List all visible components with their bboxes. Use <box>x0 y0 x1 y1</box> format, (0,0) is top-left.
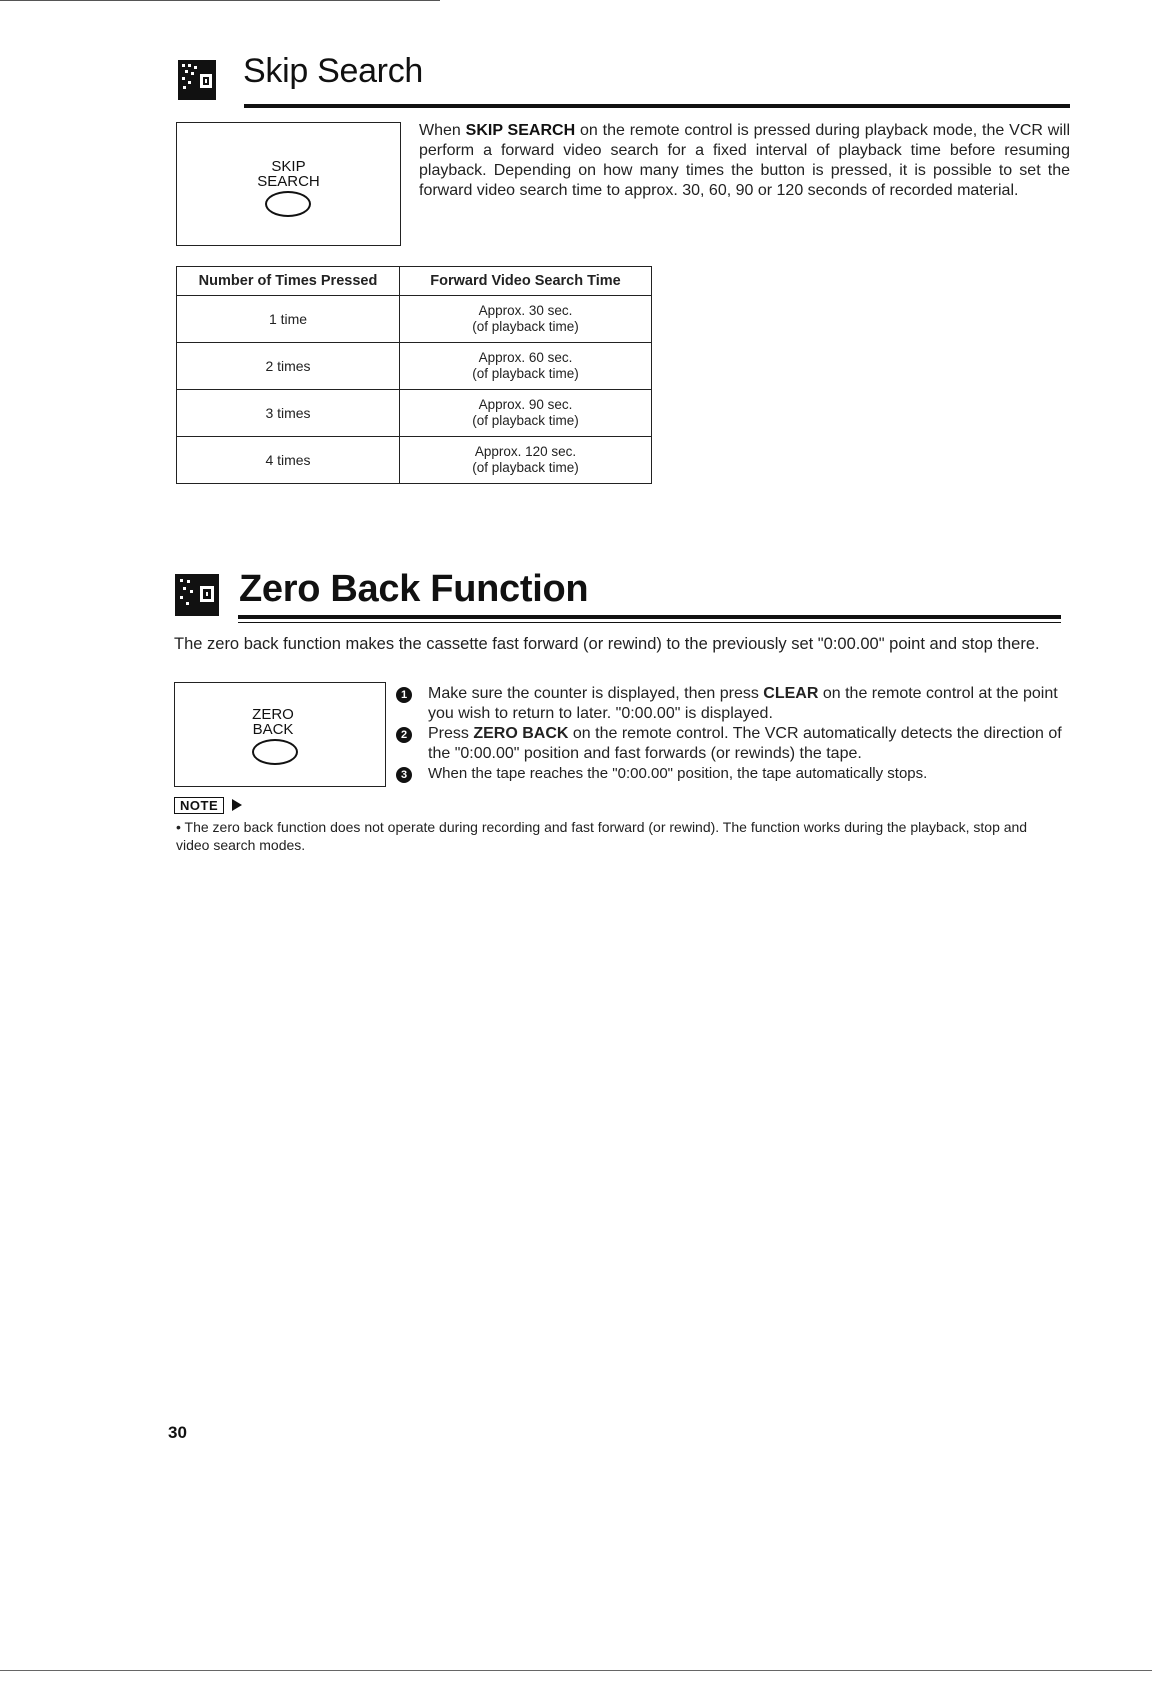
step-1: Make sure the counter is displayed, then press CLEAR on the remote control at the point you wish to return to later. "0:00.00" is displayed. <box>428 685 1058 722</box>
table-cell-time: Approx. 120 sec. (of playback time) <box>400 437 652 484</box>
title-rule <box>238 622 1061 623</box>
skip-search-label-line1: SKIP <box>271 158 306 175</box>
skip-search-remote-box <box>176 122 401 246</box>
bullet-icon: • <box>176 819 185 835</box>
title-rule <box>244 104 1070 108</box>
table-cell-pressed: 1 time <box>177 296 400 343</box>
title-rule <box>238 615 1061 619</box>
page-number: 30 <box>168 1423 187 1442</box>
table-row <box>177 343 652 390</box>
table-row <box>177 437 652 484</box>
step-number-1: 1 <box>396 687 412 703</box>
step-number-3: 3 <box>396 767 412 783</box>
step-number-2: 2 <box>396 727 412 743</box>
note-label: NOTE <box>174 797 224 814</box>
skip-search-description: When SKIP SEARCH on the remote control is pressed during playback mode, the VCR will perform a forward video search for a fixed interval of playback time before resuming playback. Depending on how many times the button is pressed, it is possible to set the forward video search time to approx. 30, 60, 90 or 120 seconds of recorded material. <box>419 122 1071 199</box>
section-title-skip-search: Skip Search <box>243 52 424 90</box>
skip-search-keyword: SKIP SEARCH <box>465 122 576 139</box>
zero-back-button <box>252 739 298 765</box>
step-2: Press ZERO BACK on the remote control. The VCR automatically detects the direction of the "0:00.00" position and fast forwards (or rewinds) the tape. <box>428 725 1062 762</box>
table-cell-time: Approx. 60 sec. (of playback time) <box>400 343 652 390</box>
table-row <box>177 390 652 437</box>
table-cell-time: Approx. 90 sec. (of playback time) <box>400 390 652 437</box>
table-cell-pressed: 3 times <box>177 390 400 437</box>
table-header: Forward Video Search Time <box>400 267 652 296</box>
skip-search-table <box>176 266 652 484</box>
table-row <box>177 296 652 343</box>
remote-control-icon <box>178 60 216 100</box>
remote-control-icon <box>175 574 219 616</box>
zero-back-label-line2: BACK <box>252 721 294 738</box>
table-cell-pressed: 2 times <box>177 343 400 390</box>
table-cell-time: Approx. 30 sec. (of playback time) <box>400 296 652 343</box>
table-cell-pressed: 4 times <box>177 437 400 484</box>
zero-back-remote-box <box>174 682 386 787</box>
zero-back-intro: The zero back function makes the cassette fast forward (or rewind) to the previously set "0:00.00" point and stop there. <box>174 635 1040 653</box>
bottom-rule <box>0 1670 1152 1671</box>
section-title-zero-back: Zero Back Function <box>239 568 589 610</box>
note-text: • The zero back function does not operate during recording and fast forward (or rewind). The function works during the playback, stop and video search modes. <box>176 819 1028 853</box>
step-3: When the tape reaches the "0:00.00" position, the tape automatically stops. <box>428 765 928 782</box>
table-header: Number of Times Pressed <box>177 267 400 296</box>
zero-back-label-line1: ZERO <box>252 706 294 723</box>
note-arrow-icon <box>232 799 242 811</box>
top-rule <box>0 0 440 1</box>
skip-search-button <box>265 191 311 217</box>
skip-search-label-line2: SEARCH <box>257 173 320 190</box>
